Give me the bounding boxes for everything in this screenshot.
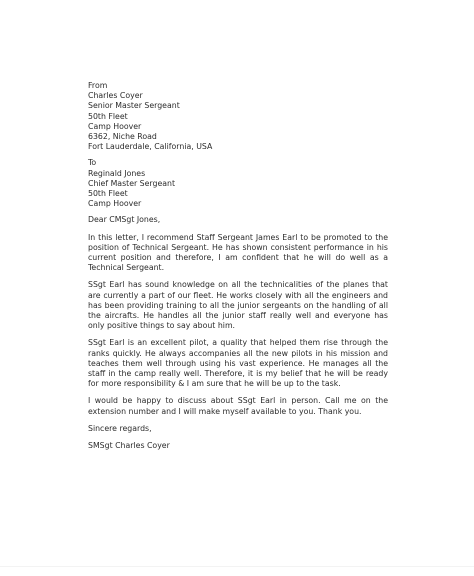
paragraph-knowledge: SSgt Earl has sound knowledge on all the technicalities of the planes that are currently a part of our fleet. He works closely with all the engineers and has been providing training to all the junior sergeants on the handling of all the aircrafts. He handles all the junior staff really well and everyone has only positive things to say about him.: [88, 280, 388, 331]
sender-rank: Senior Master Sergeant: [88, 101, 180, 111]
closing: Sincere regards,: [88, 423, 152, 433]
recipient-unit: 50th Fleet: [88, 189, 128, 199]
sender-street: 6362, Niche Road: [88, 132, 157, 142]
signature: SMSgt Charles Coyer: [88, 441, 170, 451]
sender-camp: Camp Hoover: [88, 121, 142, 131]
to-label: To: [88, 158, 97, 168]
letter-body: [88, 81, 388, 451]
paragraph-recommendation: In this letter, I recommend Staff Sergeant James Earl to be promoted to the position of Technical Sergeant. He has shown consistent performance in his current position and therefore, I am confident that he will do well as a Technical Sergeant.: [88, 232, 388, 273]
salutation: Dear CMSgt Jones,: [88, 215, 161, 225]
paragraph-contact: I would be happy to discuss about SSgt Earl in person. Call me on the extension number and I will make myself available to you. Thank you.: [88, 396, 388, 416]
from-address-block: [88, 81, 388, 152]
to-address-block: [88, 158, 388, 209]
recipient-name: Reginald Jones: [88, 168, 146, 178]
recipient-camp: Camp Hoover: [88, 199, 142, 209]
from-label: From: [88, 81, 108, 90]
sender-name: Charles Coyer: [88, 91, 143, 101]
paragraph-pilot-skills: SSgt Earl is an excellent pilot, a quality that helped them rise through the ranks quickly. He always accompanies all the new pilots in his mission and teaches them well through using his vast experience. He manages all the staff in the camp really well. Therefore, it is my belief that he will be ready for more responsibility & I am sure that he will be up to the task.: [88, 338, 388, 389]
bottom-divider: [0, 566, 474, 567]
sender-city: Fort Lauderdale, California, USA: [88, 142, 213, 152]
recipient-rank: Chief Master Sergeant: [88, 178, 176, 188]
sender-unit: 50th Fleet: [88, 111, 128, 121]
